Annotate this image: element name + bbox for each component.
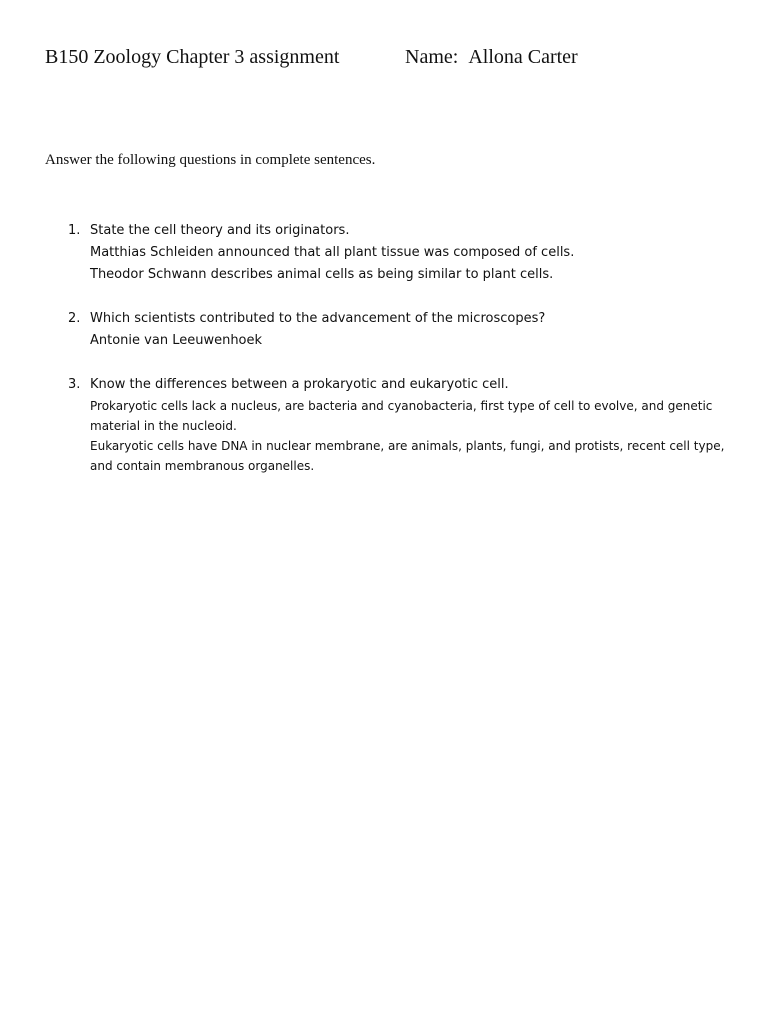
question-text: State the cell theory and its originators. — [90, 223, 350, 238]
student-name — [405, 46, 578, 69]
answer-text: Theodor Schwann describes animal cells as being similar to plant cells. — [90, 267, 554, 282]
answer-text: Prokaryotic cells lack a nucleus, are bacteria and cyanobacteria, first type of cell to evolve, and genetic material in the nucleoid. — [90, 399, 713, 433]
question-number: 3. — [68, 377, 81, 392]
assignment-title: B150 Zoology Chapter 3 assignment — [45, 46, 340, 68]
answer-text: Antonie van Leeuwenhoek — [90, 333, 263, 348]
question-number: 1. — [68, 223, 81, 238]
question-item-3 — [60, 374, 730, 476]
answer-text: Eukaryotic cells have DNA in nuclear membrane, are animals, plants, fungi, and protists, recent cell type, and contain membranous organelles. — [90, 439, 725, 473]
question-item-1 — [60, 220, 730, 286]
question-item-2 — [60, 308, 730, 352]
question-text: Which scientists contributed to the advancement of the microscopes? — [90, 311, 546, 326]
question-number: 2. — [68, 311, 81, 326]
question-list — [60, 220, 730, 476]
instructions: Answer the following questions in complete sentences. — [45, 152, 376, 168]
name-label: Name: — [405, 46, 459, 68]
answer-text: Matthias Schleiden announced that all plant tissue was composed of cells. — [90, 245, 575, 260]
question-text: Know the differences between a prokaryotic and eukaryotic cell. — [90, 377, 509, 392]
name-value: Allona Carter — [468, 46, 578, 68]
